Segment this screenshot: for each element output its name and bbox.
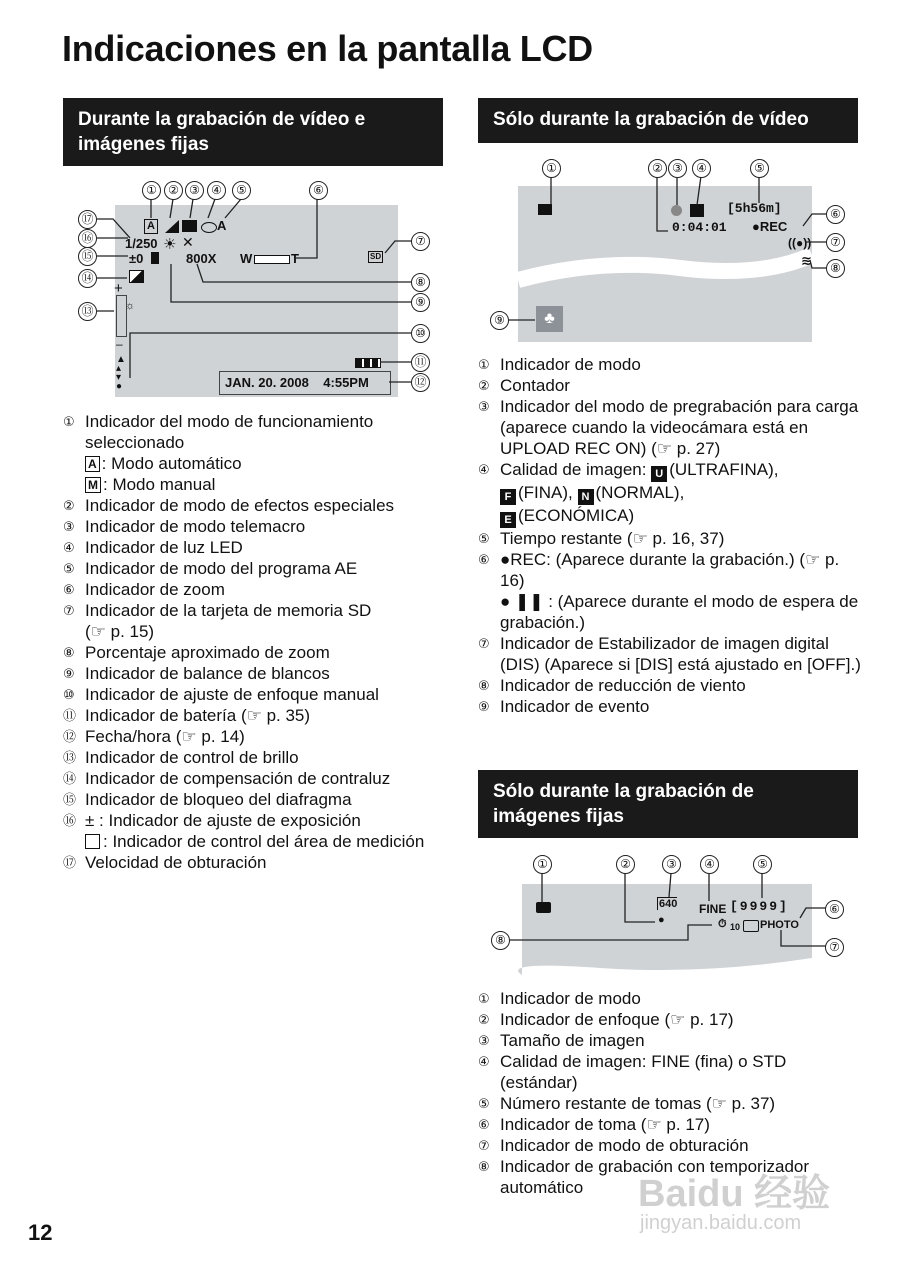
rec-status: ●REC: [752, 219, 788, 234]
dis-icon: ((●)): [788, 236, 812, 250]
manual-mode-key: M: [85, 477, 101, 493]
list-item: ⑯ ± : Indicador de ajuste de exposición : Indicador de control del área de medición: [63, 810, 443, 852]
standby-row: ● ❚❚ : (Aparece durante el modo de espera de grabación.): [500, 592, 859, 632]
list-item: ① Indicador del modo de funcionamiento seleccionado A : Modo automático M : Modo manual: [63, 411, 443, 495]
list-item: ⑪ Indicador de batería (☞ p. 35): [63, 706, 311, 725]
list-item: ⑦ Indicador de la tarjeta de memoria SD (☞ p. 15): [63, 601, 372, 641]
callout-4: ④: [207, 181, 226, 200]
list-item: ③ Indicador de modo telemacro: [63, 517, 306, 536]
auto-mode-icon: A: [144, 219, 158, 234]
list-item: ⑥ ●REC: (Aparece durante la grabación.) (☞ p. 16) ● ❚❚ : (Aparece durante el modo de espera de grabación.): [478, 549, 868, 633]
datetime-readout: JAN. 20. 2008 4:55PM: [225, 375, 369, 390]
list-item: ⑰ Velocidad de obturación: [63, 853, 267, 872]
section-header-video-only: Sólo durante la grabación de vídeo: [478, 98, 858, 143]
list-item: ⑧ Porcentaje aproximado de zoom: [63, 643, 330, 662]
watermark-logo: Baidu 经验: [638, 1173, 831, 1215]
list-item: ⑦ Indicador de Estabilizador de imagen digital (DIS) (Aparece si [DIS] está ajustado en [OFF].): [478, 634, 861, 674]
callout-s2: ②: [616, 855, 635, 874]
brightness-minus-label: –: [116, 337, 123, 351]
callout-12: ⑫: [411, 373, 430, 392]
callout-7: ⑦: [411, 232, 430, 251]
callout-v9: ⑨: [490, 311, 509, 330]
callout-17: ⑰: [78, 210, 97, 229]
callout-8: ⑧: [411, 273, 430, 292]
list-item: ④ Indicador de luz LED: [63, 538, 243, 557]
callout-5: ⑤: [232, 181, 251, 200]
zoom-w-label: W: [240, 251, 253, 266]
callout-s5: ⑤: [753, 855, 772, 874]
fine-icon: F: [500, 489, 516, 505]
brightness-plus-label: +: [114, 280, 123, 297]
callout-s3: ③: [662, 855, 681, 874]
callout-v8: ⑧: [826, 259, 845, 278]
list-item: ⑨ Indicador de balance de blancos: [63, 664, 330, 683]
event-icon: ♣: [536, 306, 563, 332]
normal-icon: N: [578, 489, 594, 505]
callout-16: ⑯: [78, 229, 97, 248]
list-item: ⑮ Indicador de bloqueo del diafragma: [63, 790, 352, 809]
list-item: ③ Tamaño de imagen: [478, 1031, 645, 1050]
focus-range-icon: ▲ ▴ ▾ ●: [116, 354, 126, 392]
exposure-readout: ±0: [129, 251, 144, 266]
list-item: ⑨ Indicador de evento: [478, 697, 650, 716]
page-number: 12: [28, 1220, 53, 1245]
list-item: ⑧ Indicador de grabación con temporizador automático: [478, 1157, 810, 1197]
callout-v7: ⑦: [826, 233, 845, 252]
list-item: ② Indicador de enfoque (☞ p. 17): [478, 1010, 734, 1029]
list-item: ⑤ Número restante de tomas (☞ p. 37): [478, 1094, 776, 1113]
callout-15: ⑮: [78, 247, 97, 266]
manual-focus-icon: ✕: [182, 234, 194, 250]
sd-card-icon: SD: [370, 252, 382, 261]
page-title: Indicaciones en la pantalla LCD: [62, 28, 593, 69]
watermark-url: jingyan.baidu.com: [640, 1212, 802, 1234]
brightness-icon: ☼: [125, 300, 136, 312]
quality-readout: FINE: [699, 902, 727, 916]
section-header-video-and-stills: Durante la grabación de vídeo e imágenes fijas: [63, 98, 443, 166]
remaining-shots-readout: [9999]: [730, 899, 789, 914]
callout-v5: ⑤: [750, 159, 769, 178]
callout-10: ⑩: [411, 324, 430, 343]
callout-v4: ④: [692, 159, 711, 178]
zoom-percent-readout: 800X: [186, 251, 217, 266]
callout-9: ⑨: [411, 293, 430, 312]
image-size-readout: 640: [659, 898, 678, 910]
economy-icon: E: [500, 512, 516, 528]
metering-row: : Indicador de control del área de medición: [85, 831, 443, 852]
callout-v6: ⑥: [826, 205, 845, 224]
ultrafine-icon: U: [651, 466, 667, 482]
photo-readout: PHOTO: [760, 919, 799, 931]
callout-s7: ⑦: [825, 938, 844, 957]
list-item: ④ Calidad de imagen: FINE (fina) o STD (estándar): [478, 1052, 787, 1092]
list-item: ⑧ Indicador de reducción de viento: [478, 676, 746, 695]
list-item: ③ Indicador del modo de pregrabación para carga (aparece cuando la videocámara está en UPLOAD REC ON) (☞ p. 27): [478, 397, 859, 458]
callout-s4: ④: [700, 855, 719, 874]
callout-14: ⑭: [78, 269, 97, 288]
list-item: ④ Calidad de imagen: U (ULTRAFINA), F (FINA), N (NORMAL), E (ECONÓMICA): [478, 460, 779, 526]
counter-readout: 0:04:01: [672, 220, 727, 235]
self-timer-readout: 10: [730, 922, 741, 932]
mode-a-row: A : Modo automático: [85, 453, 443, 474]
list-item: ⑥ Indicador de toma (☞ p. 17): [478, 1115, 710, 1134]
white-balance-icon: ☀: [163, 236, 177, 253]
focus-icon: ●: [658, 914, 665, 926]
section-header-stills-only: Sólo durante la grabación de imágenes fijas: [478, 770, 858, 838]
list-item: ⑫ Fecha/hora (☞ p. 14): [63, 727, 245, 746]
callout-6: ⑥: [309, 181, 328, 200]
list-item: ① Indicador de modo: [478, 355, 641, 374]
wind-cut-icon: ≋: [801, 253, 812, 268]
callout-13: ⑬: [78, 302, 97, 321]
callout-3: ③: [185, 181, 204, 200]
callout-s8: ⑧: [491, 931, 510, 950]
callout-v1: ①: [542, 159, 561, 178]
self-timer-icon: ⏱: [718, 918, 727, 930]
list-item: ⑩ Indicador de ajuste de enfoque manual: [63, 685, 379, 704]
zoom-t-label: T: [291, 251, 299, 266]
auto-mode-key: A: [85, 456, 100, 472]
callout-v3: ③: [668, 159, 687, 178]
list-item: ② Indicador de modo de efectos especiales: [63, 496, 395, 515]
ae-program-icon: A: [217, 218, 227, 233]
list-item: ① Indicador de modo: [478, 989, 641, 1008]
callout-s6: ⑥: [825, 900, 844, 919]
callout-v2: ②: [648, 159, 667, 178]
list-item: ⑤ Indicador de modo del programa AE: [63, 559, 358, 578]
callout-s1: ①: [533, 855, 552, 874]
list-item: ② Contador: [478, 376, 570, 395]
list-item: ⑦ Indicador de modo de obturación: [478, 1136, 749, 1155]
list-item: ⑤ Tiempo restante (☞ p. 16, 37): [478, 529, 725, 548]
list-item: ⑬ Indicador de control de brillo: [63, 748, 299, 767]
mode-m-row: M : Modo manual: [85, 474, 443, 495]
callout-2: ②: [164, 181, 183, 200]
list-item: ⑥ Indicador de zoom: [63, 580, 225, 599]
list-item: ⑭ Indicador de compensación de contraluz: [63, 769, 391, 788]
shutter-speed-readout: 1/250: [125, 236, 158, 251]
callout-1: ①: [142, 181, 161, 200]
callout-11: ⑪: [411, 353, 430, 372]
remaining-time-readout: [5h56m]: [727, 201, 782, 216]
